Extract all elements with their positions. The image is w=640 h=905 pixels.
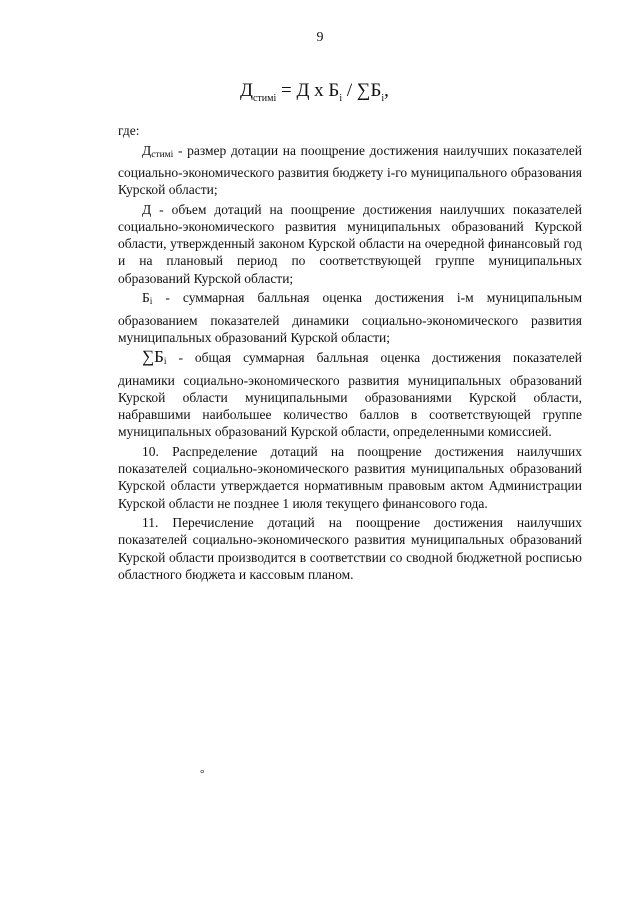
formula-rhs-sub: i xyxy=(339,92,343,104)
where-label: где: xyxy=(118,123,140,138)
bottom-mark: ° xyxy=(200,768,205,780)
formula-lhs: Д xyxy=(240,80,253,101)
formula-sum: ∑Б xyxy=(356,80,382,101)
document-body xyxy=(118,122,582,583)
clause-10: 10. Распределение дотаций на поощрение достижения наилучших показателей социально-экономического развития муниципальных образований Курской области утверждается нормативным правовым актом Администрации Курской области не позднее 1 июля текущего финансового года. xyxy=(118,443,582,511)
formula-end: , xyxy=(384,80,389,101)
definition-p3: $Б_i$ - суммарная балльная оценка достижения i-м муниципальным образованием показателей динамики социально-экономического развития муниципальных образований Курской области; xyxy=(118,290,582,345)
definition-p4: $\sum Б_i$ - общая суммарная балльная оценка достижения показателей динамики социально-экономического развития муниципальных образований Курской области муниципальными образованиями Курской области, набравшими наибольшее количество баллов в соответствующей группе муниципальных образований Курской области, определенными комиссией. xyxy=(118,347,582,440)
clause-11: 11. Перечисление дотаций на поощрение достижения наилучших показателей социально-экономического развития муниципальных образований Курской области производится в соответствии со сводной бюджетной росписью областного бюджета и кассовым планом. xyxy=(118,515,582,582)
definition-p1: $Д_{стимi}$ - размер дотации на поощрение достижения наилучших показателей социально-экономического развития бюджету i-го муниципального образования Курской области; xyxy=(118,142,582,198)
formula xyxy=(240,80,389,104)
formula-lhs-sub: стимi xyxy=(252,92,277,104)
definition-p2: Д - объем дотаций на поощрение достижения наилучших показателей социально-экономического развития муниципальных образований Курской области, утвержденный законом Курской области на очередной финансовый год и на плановый период по соответствующей группе муниципальных образований Курской области; xyxy=(118,201,582,286)
formula-sum-sub: i xyxy=(381,92,385,104)
formula-div: / xyxy=(346,80,353,101)
formula-rhs: = Д х Б xyxy=(281,80,340,101)
page-number: 9 xyxy=(316,30,324,45)
